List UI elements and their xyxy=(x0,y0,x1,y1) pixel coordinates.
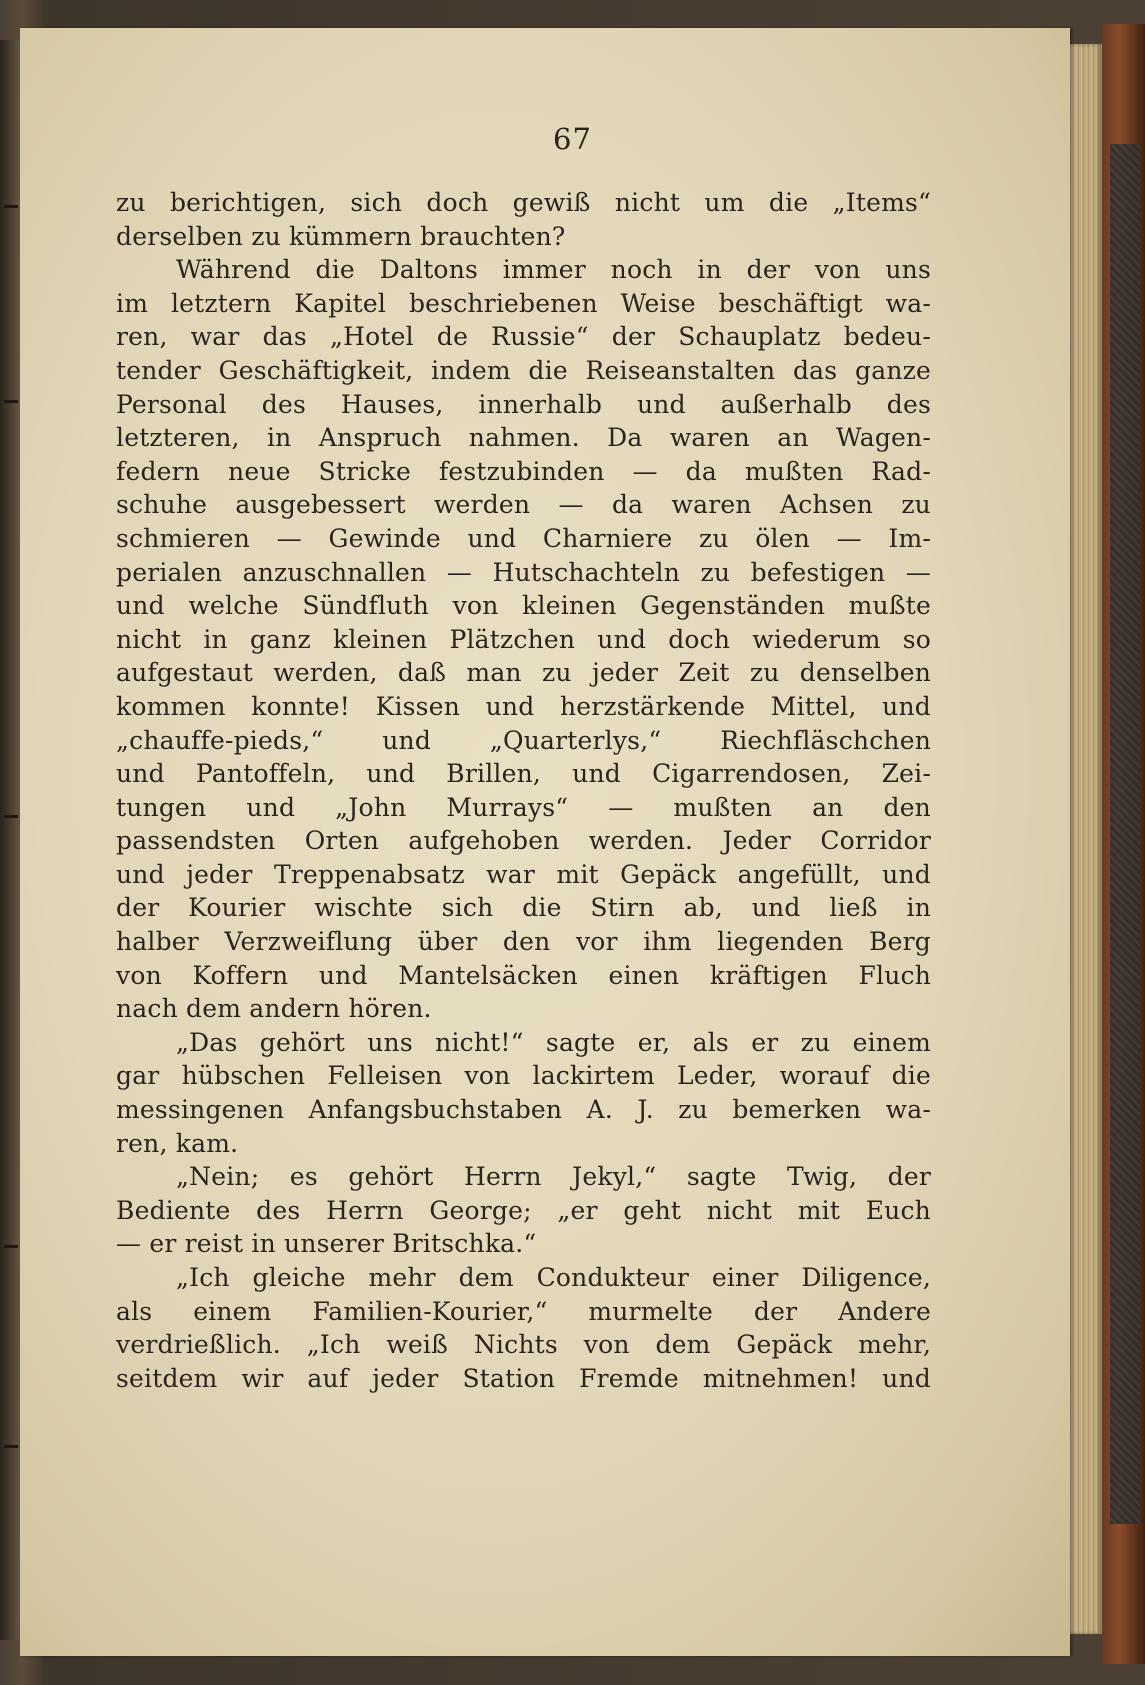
text-line: der Kourier wischte sich die Stirn ab, und ließ in xyxy=(116,893,931,923)
margin-mark xyxy=(4,1445,18,1448)
text-line: „chauffe-pieds,“ und „Quarterlys,“ Riechfläschchen xyxy=(116,725,931,755)
text-line: tungen und „John Murrays“ — mußten an den xyxy=(116,792,931,822)
text-line: Während die Daltons immer noch in der von uns xyxy=(176,255,931,285)
book-spine-left xyxy=(0,40,22,1640)
text-line: tender Geschäftigkeit, indem die Reiseanstalten das ganze xyxy=(116,355,931,385)
text-line: messingenen Anfangsbuchstaben A. J. zu bemerken wa- xyxy=(116,1095,931,1125)
page-number: 67 xyxy=(553,122,592,156)
text-line: und Pantoffeln, und Brillen, und Cigarrendosen, Zei- xyxy=(116,759,931,789)
text-line: letzteren, in Anspruch nahmen. Da waren an Wagen- xyxy=(116,423,931,453)
body-text xyxy=(116,186,931,1395)
text-line: ren, kam. xyxy=(116,1128,239,1158)
text-line: kommen konnte! Kissen und herzstärkende Mittel, und xyxy=(116,691,931,721)
text-line: und jeder Treppenabsatz war mit Gepäck angefüllt, und xyxy=(116,859,931,889)
text-line: schuhe ausgebessert werden — da waren Achsen zu xyxy=(116,490,931,520)
text-line: „Das gehört uns nicht!“ sagte er, als er zu einem xyxy=(176,1027,931,1057)
text-line: und welche Sündfluth von kleinen Gegenständen mußte xyxy=(116,591,931,621)
book-cover-right xyxy=(1102,24,1145,1664)
margin-mark xyxy=(4,815,18,818)
text-line: — er reist in unserer Britschka.“ xyxy=(116,1229,537,1259)
text-line: schmieren — Gewinde und Charniere zu ölen — Im- xyxy=(116,523,931,553)
text-line: von Koffern und Mantelsäcken einen kräftigen Fluch xyxy=(116,960,931,990)
text-line: Bediente des Herrn George; „er geht nicht mit Euch xyxy=(116,1195,931,1225)
text-line: ren, war das „Hotel de Russie“ der Schauplatz bedeu- xyxy=(116,322,931,352)
text-line: halber Verzweiflung über den vor ihm liegenden Berg xyxy=(116,927,931,957)
text-line: gar hübschen Felleisen von lackirtem Leder, worauf die xyxy=(116,1061,931,1091)
text-line: Personal des Hauses, innerhalb und außerhalb des xyxy=(116,389,931,419)
text-line: „Ich gleiche mehr dem Condukteur einer Diligence, xyxy=(176,1263,931,1292)
margin-mark xyxy=(4,205,18,208)
text-line: passendsten Orten aufgehoben werden. Jeder Corridor xyxy=(116,826,931,856)
text-line: im letztern Kapitel beschriebenen Weise beschäftigt wa- xyxy=(116,288,931,318)
page-edges xyxy=(1070,44,1102,1634)
text-line: derselben zu kümmern brauchten? xyxy=(116,221,566,251)
text-line: perialen anzuschnallen — Hutschachteln zu befestigen — xyxy=(116,557,931,587)
margin-mark xyxy=(4,1245,18,1248)
text-line: nach dem andern hören. xyxy=(116,994,432,1024)
text-line: „Nein; es gehört Herrn Jekyl,“ sagte Twig, der xyxy=(176,1162,931,1192)
text-line: federn neue Stricke festzubinden — da mußten Rad- xyxy=(116,456,931,486)
text-line: verdrießlich. „Ich weiß Nichts von dem Gepäck mehr, xyxy=(116,1330,931,1360)
text-line: nicht in ganz kleinen Plätzchen und doch wiederum so xyxy=(116,624,931,654)
margin-mark xyxy=(4,400,18,403)
text-line: aufgestaut werden, daß man zu jeder Zeit zu denselben xyxy=(116,658,931,688)
text-line: zu berichtigen, sich doch gewiß nicht um die „Items“ xyxy=(116,188,931,217)
text-line: seitdem wir auf jeder Station Fremde mitnehmen! und xyxy=(116,1363,931,1393)
text-line: als einem Familien-Kourier,“ murmelte der Andere xyxy=(116,1296,931,1326)
